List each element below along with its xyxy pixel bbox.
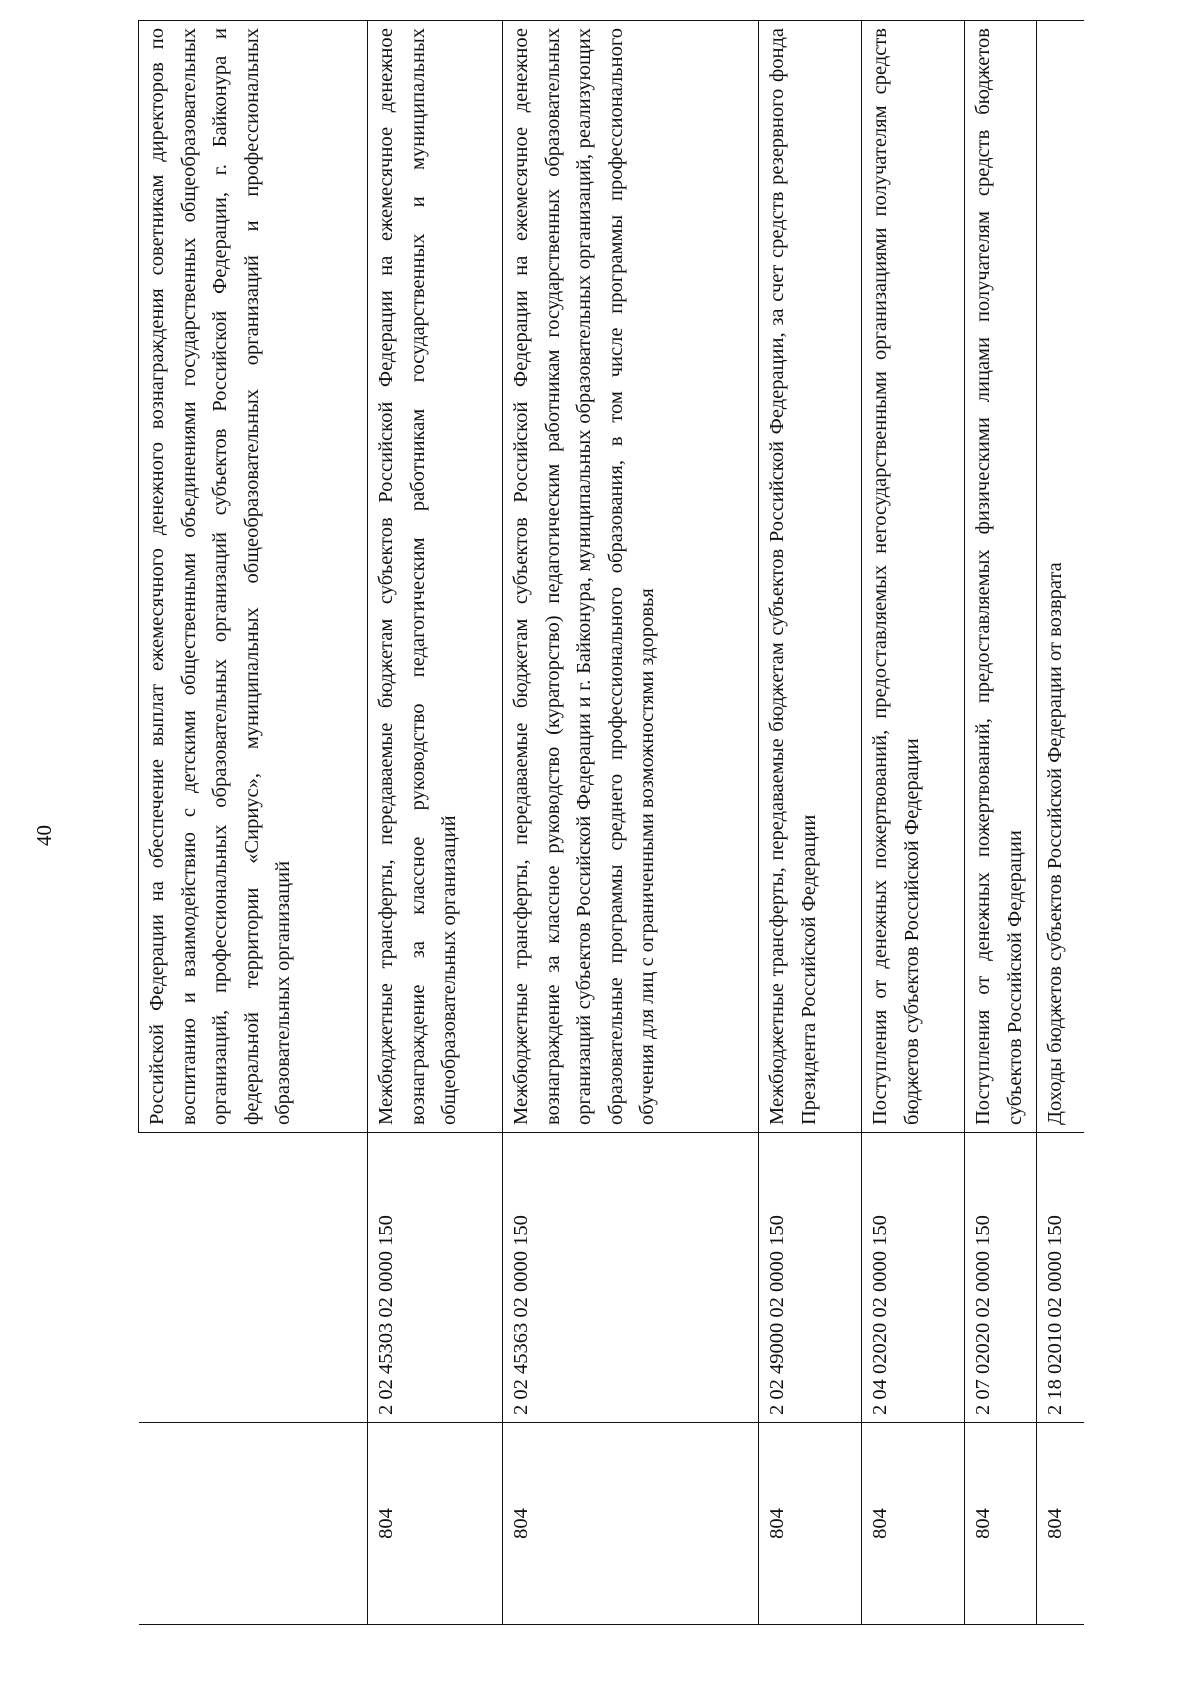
revenue-name-cell: Доходы бюджетов субъектов Российской Федерации от возврата	[1037, 21, 1085, 1133]
page-number: 40	[32, 825, 56, 846]
admin-code-cell: 804	[1037, 1423, 1085, 1625]
table-row	[965, 21, 1037, 1625]
table-row	[862, 21, 965, 1625]
revenue-code-cell: 2 02 49000 02 0000 150	[759, 1133, 862, 1423]
revenue-name-cell: Российской Федерации на обеспечение выплат ежемесячного денежного вознаграждения советникам директоров по воспитанию и взаимодействию с детскими общественными объединениями государственных общеобразовательных организаций, профессиональных образовательных организаций субъектов Российской Федерации, г. Байконура и федеральной территории «Сириус», муниципальных общеобразовательных организаций и профессиональных образовательных организаций	[139, 21, 368, 1133]
revenue-name-cell: Межбюджетные трансферты, передаваемые бюджетам субъектов Российской Федерации, за счет средств резервного фонда Президента Российской Федерации	[759, 21, 862, 1133]
admin-code-cell: 804	[368, 1423, 503, 1625]
revenue-name-cell: Межбюджетные трансферты, передаваемые бюджетам субъектов Российской Федерации на ежемесячное денежное вознаграждение за классное руководство педагогическим работникам государственных и муниципальных общеобразовательных организаций	[368, 21, 503, 1133]
revenue-code-cell	[139, 1133, 368, 1423]
admin-code-cell: 804	[862, 1423, 965, 1625]
revenue-name-cell: Поступления от денежных пожертвований, предоставляемых негосударственными организациями получателям средств бюджетов субъектов Российской Федерации	[862, 21, 965, 1133]
budget-classification-table	[138, 20, 1084, 1625]
admin-code-cell	[139, 1423, 368, 1625]
table-row	[139, 21, 368, 1625]
table-row	[368, 21, 503, 1625]
table-row	[1037, 21, 1085, 1625]
admin-code-cell: 804	[759, 1423, 862, 1625]
table-row	[759, 21, 862, 1625]
revenue-name-cell: Поступления от денежных пожертвований, предоставляемых физическими лицами получателям средств бюджетов субъектов Российской Федерации	[965, 21, 1037, 1133]
revenue-code-cell: 2 07 02020 02 0000 150	[965, 1133, 1037, 1423]
table-row	[503, 21, 759, 1625]
revenue-code-cell: 2 18 02010 02 0000 150	[1037, 1133, 1085, 1423]
admin-code-cell: 804	[503, 1423, 759, 1625]
admin-code-cell: 804	[965, 1423, 1037, 1625]
revenue-code-cell: 2 02 45303 02 0000 150	[368, 1133, 503, 1423]
rotated-table-wrapper	[138, 20, 1066, 1625]
revenue-code-cell: 2 04 02020 02 0000 150	[862, 1133, 965, 1423]
revenue-name-cell: Межбюджетные трансферты, передаваемые бюджетам субъектов Российской Федерации на ежемесячное денежное вознаграждение за классное руководство (кураторство) педагогическим работникам государственных образовательных организаций субъектов Российской Федерации и г. Байконура, муниципальных образовательных организаций, реализующих образовательные программы среднего профессионального образования, в том числе программы профессионального обучения для лиц с ограниченными возможностями здоровья	[503, 21, 759, 1133]
revenue-code-cell: 2 02 45363 02 0000 150	[503, 1133, 759, 1423]
